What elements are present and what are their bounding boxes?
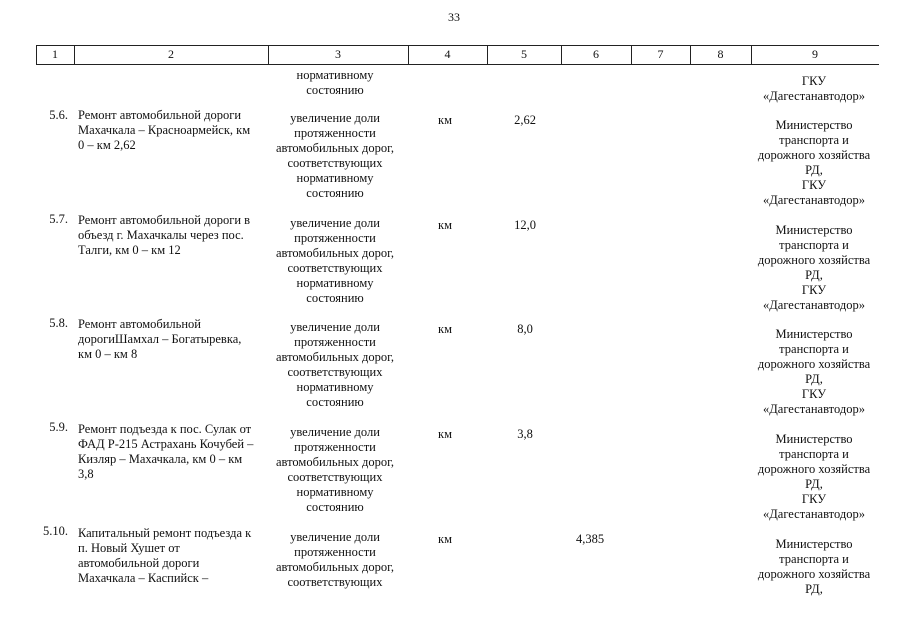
row-value-col5: 12,0 xyxy=(514,218,536,232)
row-name: Ремонт автомобильной дорогиШамхал – Богатыревка, км 0 – км 8 xyxy=(78,317,242,361)
row-number: 5.6. xyxy=(49,108,68,122)
carryover-responsible: ГКУ «Дагестанавтодор» xyxy=(763,74,865,103)
row-indicator: увеличение доли протяженности автомобильных дорог, соответствующих xyxy=(275,530,394,589)
carryover-indicator: нормативному состоянию xyxy=(296,68,374,97)
row-indicator: увеличение доли протяженности автомобильных дорог, соответствующих нормативному состоянию xyxy=(275,425,394,514)
row-unit: км xyxy=(438,532,452,546)
column-number: 5 xyxy=(521,47,527,61)
row-unit: км xyxy=(438,113,452,127)
column-number: 8 xyxy=(717,47,724,61)
row-value-col5: 3,8 xyxy=(517,427,533,441)
column-number: 4 xyxy=(444,47,451,61)
row-number: 5.7. xyxy=(49,212,68,226)
row-name: Ремонт автомобильной дороги Махачкала – Красноармейск, км 0 – км 2,62 xyxy=(78,108,251,152)
column-number: 6 xyxy=(593,47,599,61)
row-name: Ремонт подъезда к пос. Сулак от ФАД Р-215 Астрахань Кочубей – Кизляр – Махачкала, км 0 – км 3,8 xyxy=(78,422,254,481)
row-value-col6: 4,385 xyxy=(575,532,605,546)
header-bottom-border xyxy=(36,64,879,65)
header-top-border xyxy=(36,45,879,46)
row-indicator: увеличение доли протяженности автомобильных дорог, соответствующих нормативному состоянию xyxy=(275,216,394,305)
row-unit: км xyxy=(438,322,452,336)
row-responsible: Министерство транспорта и дорожного хозяйства РД, ГКУ «Дагестанавтодор» xyxy=(757,118,871,207)
column-number: 1 xyxy=(52,47,58,61)
row-name: Ремонт автомобильной дороги в объезд г. Махачкалы через пос. Талги, км 0 – км 12 xyxy=(78,213,251,257)
row-number: 5.9. xyxy=(49,420,68,434)
row-unit: км xyxy=(438,427,452,441)
column-number: 3 xyxy=(335,47,341,61)
page-number: 33 xyxy=(448,10,460,24)
row-number: 5.10. xyxy=(43,524,68,538)
row-indicator: увеличение доли протяженности автомобильных дорог, соответствующих нормативному состоянию xyxy=(275,320,394,409)
row-value-col5: 2,62 xyxy=(514,113,536,127)
row-responsible: Министерство транспорта и дорожного хозяйства РД, ГКУ «Дагестанавтодор» xyxy=(757,432,871,521)
row-name: Капитальный ремонт подъезда к п. Новый Хушет от автомобильной дороги Махачкала – Каспийск – xyxy=(78,526,252,585)
row-indicator: увеличение доли протяженности автомобильных дорог, соответствующих нормативному состоянию xyxy=(275,111,394,200)
column-number: 2 xyxy=(168,47,174,61)
row-number: 5.8. xyxy=(49,316,68,330)
column-number: 7 xyxy=(657,47,664,61)
row-responsible: Министерство транспорта и дорожного хозяйства РД, ГКУ «Дагестанавтодор» xyxy=(757,327,871,416)
row-value-col5: 8,0 xyxy=(517,322,533,336)
row-responsible: Министерство транспорта и дорожного хозяйства РД, xyxy=(757,537,871,596)
row-responsible: Министерство транспорта и дорожного хозяйства РД, ГКУ «Дагестанавтодор» xyxy=(757,223,871,312)
column-number: 9 xyxy=(812,47,818,61)
row-unit: км xyxy=(438,218,452,232)
